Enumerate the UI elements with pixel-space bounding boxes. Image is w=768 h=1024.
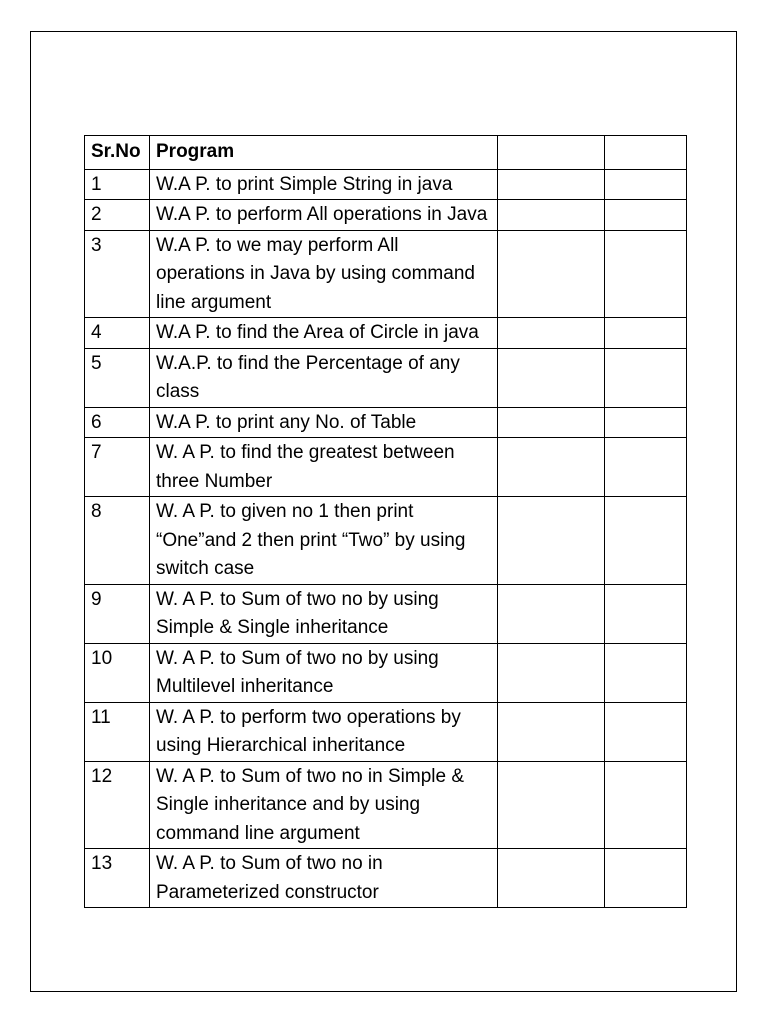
row-empty-cell-1 — [498, 849, 605, 908]
table-row — [85, 318, 687, 349]
table-row — [85, 438, 687, 497]
row-sr-no: 1 — [85, 169, 150, 200]
row-program: W.A P. to perform All operations in Java — [150, 200, 498, 231]
row-program: W. A P. to perform two operations by using Hierarchical inheritance — [150, 702, 498, 761]
header-sr-no: Sr.No — [85, 136, 150, 170]
table-row — [85, 200, 687, 231]
row-sr-no: 2 — [85, 200, 150, 231]
row-sr-no: 5 — [85, 348, 150, 407]
row-empty-cell-2 — [605, 438, 687, 497]
row-program: W.A P. to find the Area of Circle in java — [150, 318, 498, 349]
program-list-table — [84, 135, 687, 908]
row-program: W. A P. to Sum of two no in Parameterized constructor — [150, 849, 498, 908]
row-empty-cell-2 — [605, 497, 687, 585]
header-empty-column-1 — [498, 136, 605, 170]
row-program: W.A.P. to find the Percentage of any class — [150, 348, 498, 407]
row-sr-no: 12 — [85, 761, 150, 849]
header-empty-column-2 — [605, 136, 687, 170]
table-body — [85, 169, 687, 908]
row-empty-cell-1 — [498, 643, 605, 702]
row-empty-cell-1 — [498, 169, 605, 200]
row-empty-cell-2 — [605, 200, 687, 231]
table-row — [85, 497, 687, 585]
row-empty-cell-2 — [605, 849, 687, 908]
row-sr-no: 8 — [85, 497, 150, 585]
row-empty-cell-1 — [498, 407, 605, 438]
row-empty-cell-2 — [605, 348, 687, 407]
row-program: W. A P. to given no 1 then print “One”and 2 then print “Two” by using switch case — [150, 497, 498, 585]
table-row — [85, 584, 687, 643]
row-sr-no: 4 — [85, 318, 150, 349]
row-sr-no: 11 — [85, 702, 150, 761]
row-sr-no: 13 — [85, 849, 150, 908]
row-empty-cell-2 — [605, 230, 687, 318]
table-row — [85, 702, 687, 761]
row-empty-cell-1 — [498, 318, 605, 349]
table-header-row — [85, 136, 687, 170]
row-sr-no: 9 — [85, 584, 150, 643]
row-sr-no: 6 — [85, 407, 150, 438]
row-empty-cell-1 — [498, 438, 605, 497]
table-row — [85, 761, 687, 849]
row-empty-cell-2 — [605, 643, 687, 702]
row-empty-cell-1 — [498, 348, 605, 407]
row-empty-cell-2 — [605, 318, 687, 349]
row-sr-no: 10 — [85, 643, 150, 702]
table-row — [85, 169, 687, 200]
row-empty-cell-1 — [498, 230, 605, 318]
row-empty-cell-1 — [498, 761, 605, 849]
row-empty-cell-2 — [605, 761, 687, 849]
row-empty-cell-1 — [498, 497, 605, 585]
row-empty-cell-2 — [605, 407, 687, 438]
header-program: Program — [150, 136, 498, 170]
row-empty-cell-1 — [498, 200, 605, 231]
table-row — [85, 407, 687, 438]
row-empty-cell-2 — [605, 702, 687, 761]
row-empty-cell-1 — [498, 702, 605, 761]
row-program: W. A P. to Sum of two no by using Multilevel inheritance — [150, 643, 498, 702]
table-row — [85, 849, 687, 908]
row-program: W.A P. to we may perform All operations in Java by using command line argument — [150, 230, 498, 318]
table-row — [85, 230, 687, 318]
row-program: W.A P. to print any No. of Table — [150, 407, 498, 438]
row-program: W. A P. to Sum of two no in Simple & Single inheritance and by using command line argument — [150, 761, 498, 849]
table-row — [85, 348, 687, 407]
row-empty-cell-2 — [605, 584, 687, 643]
row-empty-cell-2 — [605, 169, 687, 200]
row-program: W. A P. to find the greatest between three Number — [150, 438, 498, 497]
row-program: W. A P. to Sum of two no by using Simple & Single inheritance — [150, 584, 498, 643]
row-sr-no: 3 — [85, 230, 150, 318]
row-program: W.A P. to print Simple String in java — [150, 169, 498, 200]
row-empty-cell-1 — [498, 584, 605, 643]
table-row — [85, 643, 687, 702]
row-sr-no: 7 — [85, 438, 150, 497]
